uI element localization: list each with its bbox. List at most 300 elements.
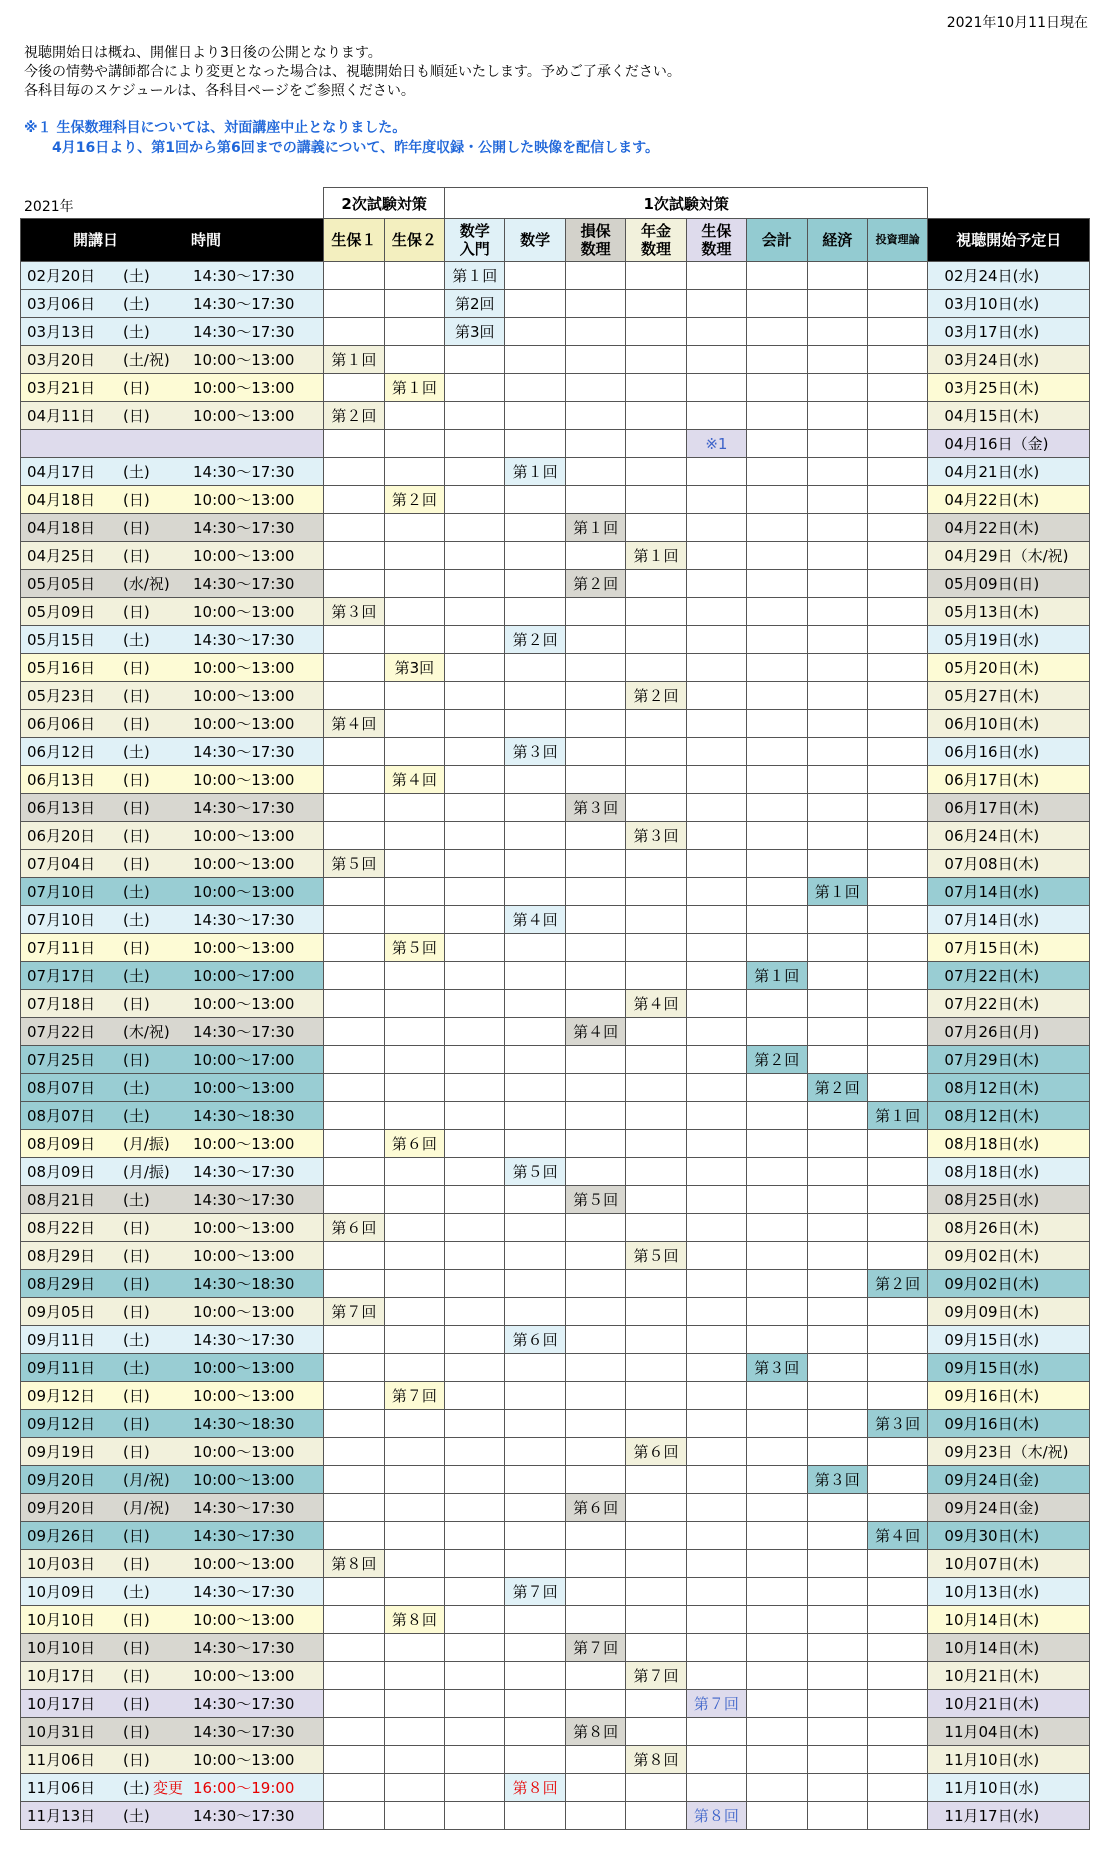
subject-header: 会計 [747, 219, 807, 262]
empty-cell [445, 1158, 505, 1186]
empty-cell [565, 766, 625, 794]
empty-cell [384, 1186, 444, 1214]
empty-cell [867, 850, 928, 878]
empty-cell [384, 1550, 444, 1578]
date-time-cell [21, 1606, 324, 1634]
empty-cell [867, 542, 928, 570]
empty-cell [686, 1242, 746, 1270]
empty-cell [626, 1130, 686, 1158]
empty-cell [867, 682, 928, 710]
session-label: 第３回 [626, 822, 686, 850]
empty-cell [384, 878, 444, 906]
empty-cell [686, 1606, 746, 1634]
empty-cell [686, 1298, 746, 1326]
empty-cell [505, 1382, 565, 1410]
view-start-date: 11月17日(水) [928, 1802, 1090, 1830]
schedule-row [21, 542, 1090, 570]
empty-cell [807, 458, 867, 486]
empty-cell [445, 822, 505, 850]
empty-cell [867, 458, 928, 486]
view-start-date: 10月21日(木) [928, 1690, 1090, 1718]
empty-cell [626, 1774, 686, 1802]
empty-cell [565, 906, 625, 934]
empty-cell [445, 1466, 505, 1494]
empty-cell [686, 738, 746, 766]
empty-cell [324, 1634, 384, 1662]
lecture-weekday: (日) [123, 1051, 150, 1069]
lecture-time: 14:30～17:30 [193, 267, 295, 285]
lecture-time: 16:00～19:00 [193, 1779, 295, 1797]
schedule-row [21, 598, 1090, 626]
empty-cell [807, 850, 867, 878]
empty-cell [686, 346, 746, 374]
empty-cell [384, 542, 444, 570]
empty-cell [626, 262, 686, 290]
empty-cell [867, 654, 928, 682]
empty-cell [565, 1074, 625, 1102]
empty-cell [807, 1018, 867, 1046]
lecture-weekday: (日) [123, 771, 150, 789]
note-line: 各科目毎のスケジュールは、各科目ページをご参照ください。 [24, 83, 415, 99]
lecture-date: 09月11日 [27, 1331, 96, 1349]
empty-cell [626, 1354, 686, 1382]
empty-cell [747, 906, 807, 934]
lecture-time: 14:30～17:30 [193, 1639, 295, 1657]
lecture-date: 07月17日 [27, 967, 96, 985]
empty-cell [384, 1634, 444, 1662]
empty-cell [686, 598, 746, 626]
empty-cell [747, 1018, 807, 1046]
lecture-time: 10:00～13:00 [193, 855, 295, 873]
schedule-row [21, 1326, 1090, 1354]
schedule-row [21, 654, 1090, 682]
empty-cell [807, 1186, 867, 1214]
empty-cell [384, 1438, 444, 1466]
schedule-row [21, 1382, 1090, 1410]
session-label: 第２回 [747, 1046, 807, 1074]
empty-cell [384, 402, 444, 430]
view-start-date: 07月14日(水) [928, 906, 1090, 934]
empty-cell [747, 626, 807, 654]
date-time-cell [21, 738, 324, 766]
view-start-date: 11月10日(水) [928, 1774, 1090, 1802]
empty-cell [565, 542, 625, 570]
empty-cell [565, 1354, 625, 1382]
schedule-row [21, 1634, 1090, 1662]
empty-cell [807, 1718, 867, 1746]
lecture-time: 10:00～13:00 [193, 547, 295, 565]
empty-cell [445, 1774, 505, 1802]
view-start-date: 09月23日（木/祝) [928, 1438, 1090, 1466]
empty-cell [867, 262, 928, 290]
empty-cell [747, 1410, 807, 1438]
empty-cell [505, 1522, 565, 1550]
lecture-date: 06月13日 [27, 771, 96, 789]
date-time-cell [21, 1018, 324, 1046]
date-time-cell [21, 1242, 324, 1270]
view-start-date: 07月08日(木) [928, 850, 1090, 878]
schedule-row [21, 738, 1090, 766]
empty-cell [445, 1690, 505, 1718]
empty-cell [867, 626, 928, 654]
subject-header: 生保２ [384, 219, 444, 262]
empty-cell [686, 514, 746, 542]
date-time-cell [21, 458, 324, 486]
lecture-date: 04月17日 [27, 463, 96, 481]
schedule-row [21, 1158, 1090, 1186]
schedule-row [21, 682, 1090, 710]
schedule-row [21, 290, 1090, 318]
empty-cell [626, 318, 686, 346]
empty-cell [807, 738, 867, 766]
date-time-cell [21, 1522, 324, 1550]
lecture-weekday: (土) [123, 883, 150, 901]
session-label: 第４回 [565, 1018, 625, 1046]
date-time-cell [21, 1214, 324, 1242]
empty-cell [505, 766, 565, 794]
schedule-row [21, 1214, 1090, 1242]
empty-cell [807, 1522, 867, 1550]
empty-cell [384, 262, 444, 290]
empty-cell [445, 1410, 505, 1438]
empty-cell [324, 318, 384, 346]
empty-cell [384, 346, 444, 374]
year-label: 2021年 [24, 199, 74, 215]
date-time-cell [21, 1102, 324, 1130]
lecture-time: 10:00～13:00 [193, 1751, 295, 1769]
session-label: 第3回 [384, 654, 444, 682]
session-label: 第５回 [626, 1242, 686, 1270]
empty-cell [505, 1186, 565, 1214]
lecture-weekday: (水/祝) [123, 575, 170, 593]
lecture-date: 06月12日 [27, 743, 96, 761]
empty-cell [384, 1494, 444, 1522]
empty-cell [565, 1522, 625, 1550]
empty-cell [324, 1746, 384, 1774]
empty-cell [807, 654, 867, 682]
empty-cell [807, 1662, 867, 1690]
empty-cell [626, 1074, 686, 1102]
schedule-row [21, 374, 1090, 402]
empty-cell [505, 794, 565, 822]
empty-cell [384, 1074, 444, 1102]
lecture-time: 14:30～17:30 [193, 911, 295, 929]
empty-cell [324, 682, 384, 710]
empty-cell [445, 934, 505, 962]
empty-cell [747, 1718, 807, 1746]
empty-cell [324, 1270, 384, 1298]
empty-cell [626, 1326, 686, 1354]
empty-cell [565, 402, 625, 430]
empty-cell [324, 878, 384, 906]
lecture-date: 10月03日 [27, 1555, 96, 1573]
empty-cell [445, 1662, 505, 1690]
view-start-date: 04月29日（木/祝) [928, 542, 1090, 570]
empty-cell [626, 346, 686, 374]
empty-cell [686, 1410, 746, 1438]
session-label: 第７回 [626, 1662, 686, 1690]
empty-cell [384, 906, 444, 934]
lecture-weekday: (日) [123, 1219, 150, 1237]
empty-cell [807, 570, 867, 598]
empty-cell [867, 766, 928, 794]
empty-cell [807, 1438, 867, 1466]
empty-cell [686, 850, 746, 878]
lecture-weekday: (木/祝) [123, 1023, 170, 1041]
empty-cell [807, 1802, 867, 1830]
view-start-date: 08月25日(水) [928, 1186, 1090, 1214]
schedule-row [21, 906, 1090, 934]
date-time-cell [21, 990, 324, 1018]
empty-cell [867, 1018, 928, 1046]
empty-cell [324, 822, 384, 850]
empty-cell [384, 1522, 444, 1550]
empty-cell [686, 1074, 746, 1102]
schedule-row [21, 626, 1090, 654]
empty-cell [807, 1242, 867, 1270]
empty-cell [686, 1214, 746, 1242]
schedule-row [21, 514, 1090, 542]
empty-cell [445, 990, 505, 1018]
schedule-row [21, 1550, 1090, 1578]
empty-cell [384, 1662, 444, 1690]
empty-cell [626, 906, 686, 934]
view-start-date: 02月24日(水) [928, 262, 1090, 290]
empty-cell [384, 1018, 444, 1046]
empty-cell [867, 402, 928, 430]
empty-cell [686, 318, 746, 346]
empty-cell [626, 1550, 686, 1578]
empty-cell [626, 738, 686, 766]
session-label: 第８回 [505, 1774, 565, 1802]
empty-cell [445, 1550, 505, 1578]
empty-cell [565, 1102, 625, 1130]
empty-cell [445, 1522, 505, 1550]
empty-cell [565, 318, 625, 346]
empty-cell [384, 1774, 444, 1802]
empty-cell [445, 710, 505, 738]
empty-cell [747, 402, 807, 430]
view-start-date: 09月15日(水) [928, 1354, 1090, 1382]
empty-cell [626, 486, 686, 514]
group-header-row [21, 188, 1090, 219]
empty-cell [747, 1578, 807, 1606]
empty-cell [565, 1438, 625, 1466]
empty-cell [807, 514, 867, 542]
lecture-date: 07月10日 [27, 911, 96, 929]
empty-cell [505, 1298, 565, 1326]
lecture-weekday: (月/祝) [123, 1471, 170, 1489]
session-label: 第５回 [324, 850, 384, 878]
lecture-weekday: (土/祝) [123, 351, 170, 369]
lecture-date: 06月13日 [27, 799, 96, 817]
empty-cell [686, 1494, 746, 1522]
empty-cell [807, 1494, 867, 1522]
empty-cell [505, 1074, 565, 1102]
lecture-time: 10:00～13:00 [193, 827, 295, 845]
empty-cell [384, 430, 444, 458]
lecture-weekday: (日) [123, 1247, 150, 1265]
empty-cell [747, 1550, 807, 1578]
date-time-cell [21, 850, 324, 878]
session-label: 第２回 [867, 1270, 928, 1298]
lecture-date: 05月16日 [27, 659, 96, 677]
empty-cell [445, 906, 505, 934]
session-label: 第６回 [565, 1494, 625, 1522]
empty-cell [867, 346, 928, 374]
lecture-date: 09月26日 [27, 1527, 96, 1545]
empty-cell [565, 1130, 625, 1158]
schedule-body [21, 262, 1090, 1830]
empty-cell [807, 1214, 867, 1242]
schedule-row [21, 1074, 1090, 1102]
empty-cell [867, 570, 928, 598]
empty-cell [565, 1046, 625, 1074]
empty-cell [565, 990, 625, 1018]
lecture-weekday: (日) [123, 855, 150, 873]
schedule-row [21, 262, 1090, 290]
empty-cell [626, 1186, 686, 1214]
empty-cell [867, 1214, 928, 1242]
asterisk-notes [24, 118, 659, 158]
view-start-date: 03月24日(水) [928, 346, 1090, 374]
empty-cell [384, 682, 444, 710]
view-start-date: 04月16日（金) [928, 430, 1090, 458]
empty-cell [747, 1438, 807, 1466]
lecture-time: 10:00～17:00 [193, 1051, 295, 1069]
empty-cell [565, 626, 625, 654]
lecture-date: 10月17日 [27, 1667, 96, 1685]
empty-cell [505, 1130, 565, 1158]
empty-cell [445, 1718, 505, 1746]
empty-cell [445, 514, 505, 542]
empty-cell [807, 1606, 867, 1634]
date-time-cell [21, 262, 324, 290]
empty-cell [626, 1690, 686, 1718]
empty-cell [626, 458, 686, 486]
lecture-weekday: (日) [123, 1723, 150, 1741]
empty-cell [686, 1186, 746, 1214]
lecture-date: 05月05日 [27, 575, 96, 593]
empty-cell [565, 1326, 625, 1354]
empty-cell [867, 1802, 928, 1830]
session-label: 第７回 [686, 1690, 746, 1718]
empty-cell [747, 1466, 807, 1494]
lecture-date: 09月05日 [27, 1303, 96, 1321]
subject-header: 投資理論 [867, 219, 928, 262]
empty-cell [626, 1494, 686, 1522]
lecture-weekday: (土) [123, 911, 150, 929]
empty-cell [505, 1354, 565, 1382]
lecture-weekday: (土) [123, 1807, 150, 1825]
empty-cell [505, 710, 565, 738]
lecture-weekday: (土) [123, 743, 150, 761]
empty-cell [867, 1438, 928, 1466]
empty-cell [686, 1326, 746, 1354]
empty-cell [626, 710, 686, 738]
session-label: 第８回 [565, 1718, 625, 1746]
empty-cell [505, 990, 565, 1018]
lecture-weekday: (土) [123, 463, 150, 481]
lecture-date: 10月10日 [27, 1611, 96, 1629]
schedule-row [21, 430, 1090, 458]
lecture-time: 14:30～17:30 [193, 519, 295, 537]
empty-cell [686, 990, 746, 1018]
lecture-date: 05月15日 [27, 631, 96, 649]
lecture-date: 11月13日 [27, 1807, 96, 1825]
empty-cell [807, 906, 867, 934]
lecture-weekday: (日) [123, 687, 150, 705]
lecture-date: 08月09日 [27, 1135, 96, 1153]
view-start-date: 04月15日(木) [928, 402, 1090, 430]
empty-cell [505, 262, 565, 290]
empty-cell [807, 626, 867, 654]
empty-cell [686, 402, 746, 430]
empty-cell [445, 598, 505, 626]
empty-cell [626, 1634, 686, 1662]
empty-cell [867, 1634, 928, 1662]
date-time-cell [21, 1326, 324, 1354]
empty-cell [686, 934, 746, 962]
empty-cell [807, 1690, 867, 1718]
empty-cell [686, 710, 746, 738]
empty-cell [445, 654, 505, 682]
empty-cell [445, 486, 505, 514]
schedule-row [21, 1410, 1090, 1438]
lecture-weekday: (月/振) [123, 1135, 170, 1153]
subject-header: 数学 入門 [445, 219, 505, 262]
empty-cell [324, 1326, 384, 1354]
lecture-time: 14:30～17:30 [193, 575, 295, 593]
asterisk-note-line: 4月16日より、第1回から第6回までの講義について、昨年度収録・公開した映像を配信します。 [24, 140, 660, 156]
lecture-weekday: (土) [123, 1191, 150, 1209]
lecture-time: 10:00～13:00 [193, 715, 295, 733]
schedule-row [21, 1718, 1090, 1746]
empty-cell [807, 1354, 867, 1382]
empty-cell [807, 1270, 867, 1298]
date-time-cell [21, 1662, 324, 1690]
empty-cell [384, 1214, 444, 1242]
schedule-row [21, 934, 1090, 962]
schedule-row [21, 990, 1090, 1018]
lecture-date: 05月09日 [27, 603, 96, 621]
empty-cell [384, 1102, 444, 1130]
session-label: 第５回 [384, 934, 444, 962]
empty-cell [686, 1662, 746, 1690]
schedule-row [21, 458, 1090, 486]
empty-cell [747, 794, 807, 822]
empty-cell [686, 486, 746, 514]
empty-cell [686, 1438, 746, 1466]
subject-header: 年金 数理 [626, 219, 686, 262]
date-time-cell [21, 1046, 324, 1074]
empty-cell [445, 1634, 505, 1662]
view-start-date: 07月22日(木) [928, 962, 1090, 990]
empty-cell [384, 1466, 444, 1494]
empty-cell [445, 1438, 505, 1466]
lecture-weekday: (土) [123, 1779, 150, 1797]
lecture-date: 07月25日 [27, 1051, 96, 1069]
lecture-time: 10:00～13:00 [193, 1247, 295, 1265]
view-start-date: 03月17日(水) [928, 318, 1090, 346]
empty-cell [565, 1382, 625, 1410]
empty-cell [505, 514, 565, 542]
empty-cell [565, 1550, 625, 1578]
empty-cell [747, 570, 807, 598]
empty-cell [445, 1354, 505, 1382]
lecture-weekday: (日) [123, 1611, 150, 1629]
empty-cell [505, 822, 565, 850]
